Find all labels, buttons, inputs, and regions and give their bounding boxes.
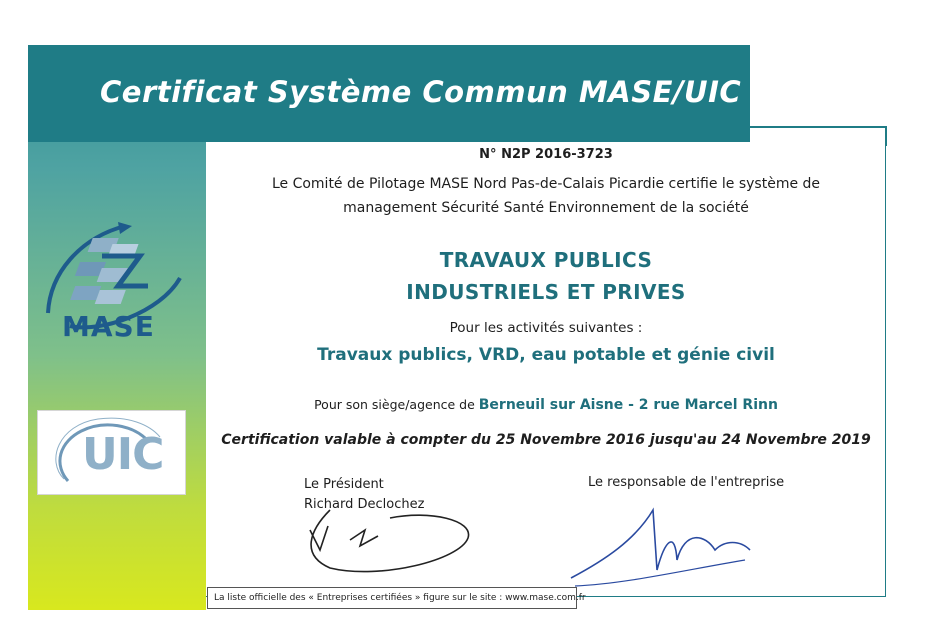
siege-prefix: Pour son siège/agence de xyxy=(314,397,479,412)
president-title: Le Président xyxy=(304,477,384,492)
mase-logo-label: MASE xyxy=(62,310,155,343)
siege-line xyxy=(206,397,886,413)
president-signature xyxy=(290,500,480,580)
company-signature-block xyxy=(588,475,784,490)
uic-logo-label: UIC xyxy=(82,429,164,480)
certificate-number: N° N2P 2016-3723 xyxy=(479,147,613,162)
certificate-intro xyxy=(206,172,886,220)
frame-top-line xyxy=(750,126,886,128)
certificate-title: Certificat Système Commun MASE/UIC xyxy=(100,75,742,109)
president-name: Richard Declochez xyxy=(304,497,425,512)
activities-intro: Pour les activités suivantes : xyxy=(449,320,643,336)
company-line-1: TRAVAUX PUBLICS xyxy=(439,248,653,272)
company-line-2: INDUSTRIELS ET PRIVES xyxy=(406,280,686,304)
validity-statement: Certification valable à compter du 25 Novembre 2016 jusqu'au 24 Novembre 2019 xyxy=(221,432,871,448)
footer-note: La liste officielle des « Entreprises certifiées » figure sur le site : www.mase.com.fr xyxy=(207,587,577,609)
company-name xyxy=(206,244,886,308)
company-signature xyxy=(565,500,775,588)
activities-list: Travaux publics, VRD, eau potable et génie civil xyxy=(317,345,775,365)
frame-corner-line xyxy=(885,126,887,146)
intro-line-1: Le Comité de Pilotage MASE Nord Pas-de-Calais Picardie certifie le système de xyxy=(271,176,821,192)
siege-location: Berneuil sur Aisne - 2 rue Marcel Rinn xyxy=(478,397,778,413)
intro-line-2: management Sécurité Santé Environnement de la société xyxy=(343,200,749,216)
company-signatory-title: Le responsable de l'entreprise xyxy=(588,475,785,490)
uic-logo xyxy=(37,410,186,495)
